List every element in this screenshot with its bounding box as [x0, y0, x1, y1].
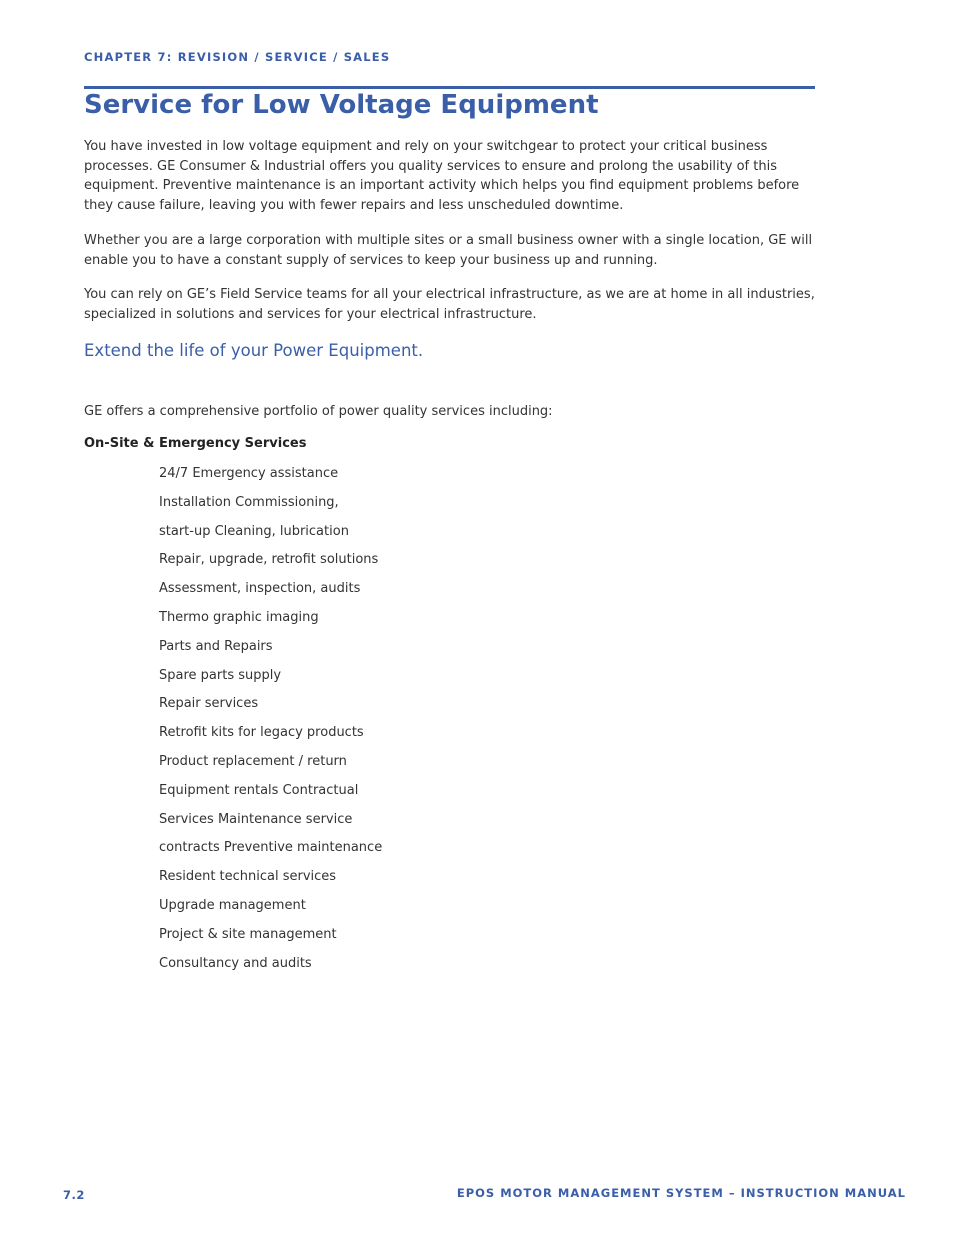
list-item: Resident technical services [159, 869, 337, 885]
intro-paragraph-2: Whether you are a large corporation with multiple sites or a small business owner with a single location, GE will enable you to have a constant supply of services to keep your business up and running. [84, 233, 813, 268]
section-subheading: Extend the life of your Power Equipment. [84, 341, 424, 360]
list-item: start-up Cleaning, lubrication [159, 523, 349, 539]
list-item: Upgrade management [159, 897, 306, 913]
list-item: 24/7 Emergency assistance [159, 466, 339, 481]
intro-paragraph-3: You can rely on GE’s Field Service teams for all your electrical infrastructure, as we are at home in all industries, specialized in solutions and services for your electrical infrastructure. [84, 287, 815, 322]
list-item: Consultancy and audits [159, 955, 312, 971]
list-item: Installation Commissioning, [159, 494, 339, 510]
footer-manual-title: EPOS MOTOR MANAGEMENT SYSTEM – INSTRUCTION MANUAL [456, 1186, 906, 1200]
list-item: contracts Preventive maintenance [159, 840, 383, 856]
list-item: Project & site management [159, 926, 337, 942]
list-item: Retrofit kits for legacy products [159, 725, 364, 741]
list-item: Parts and Repairs [159, 638, 273, 654]
page-number: 7.2 [63, 1188, 85, 1202]
list-item: Assessment, inspection, audits [159, 581, 361, 597]
list-item: Spare parts supply [159, 667, 282, 683]
page-title: Service for Low Voltage Equipment [84, 90, 599, 120]
list-item: Repair services [159, 696, 259, 712]
list-item: Services Maintenance service [159, 811, 353, 827]
services-section-label: On-Site & Emergency Services [84, 436, 307, 451]
intro-paragraph-1: You have invested in low voltage equipment and rely on your switchgear to protect your critical business processes. GE Consumer & Industrial offers you quality services to ensure and prolong the usability of this equipment. Preventive maintenance is an important activity which helps you find equipment problems before they cause failure, leaving you with fewer repairs and less unscheduled downtime. [84, 139, 800, 213]
chapter-header: CHAPTER 7: REVISION / SERVICE / SALES [84, 50, 391, 64]
services-list [159, 465, 382, 983]
list-item: Thermo graphic imaging [159, 609, 319, 625]
list-item: Product replacement / return [159, 753, 347, 769]
portfolio-intro: GE offers a comprehensive portfolio of power quality services including: [84, 404, 553, 419]
list-item: Repair, upgrade, retrofit solutions [159, 552, 379, 568]
header-divider [84, 86, 815, 89]
list-item: Equipment rentals Contractual [159, 782, 359, 798]
